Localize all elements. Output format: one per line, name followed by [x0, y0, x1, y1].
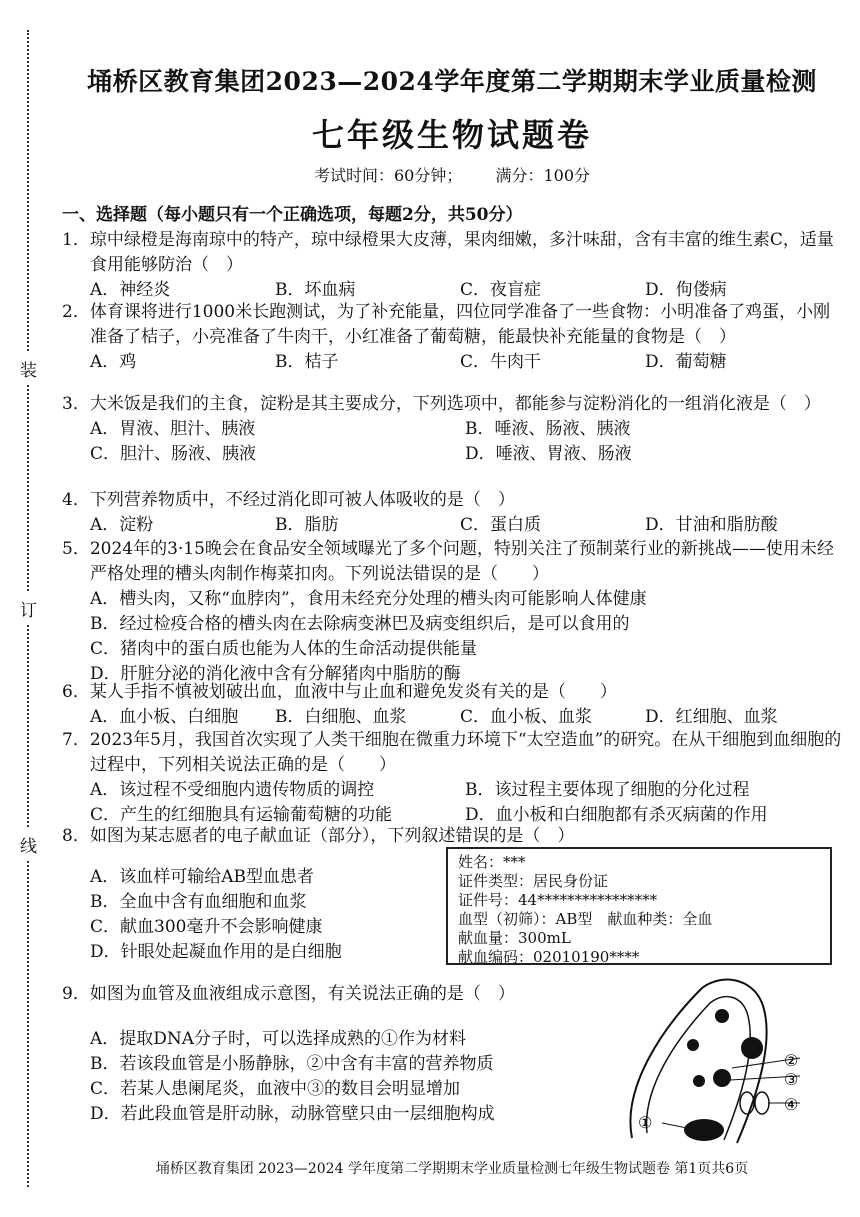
- binding-char-zhuang: 装: [20, 352, 37, 385]
- question-stem: 4．下列营养物质中，不经过消化即可被人体吸收的是（ ）: [62, 490, 515, 510]
- option-d: D．针眼处起凝血作用的是白细胞: [90, 942, 342, 962]
- question-stem: 7．2023年5月，我国首次实现了人类干细胞在微重力环境下“太空造血”的研究。在从干细胞到血细胞的过程中，下列相关说法正确的是（ ）: [62, 730, 842, 775]
- blood-cell: [715, 1009, 729, 1023]
- label-2: ②: [784, 1051, 799, 1070]
- binding-char-ding: 订: [20, 592, 37, 625]
- question-7: [62, 728, 842, 828]
- option-c: C．蛋白质: [460, 515, 542, 535]
- option-a: A．提取DNA分子时，可以选择成熟的①作为材料: [90, 1029, 467, 1049]
- option-a: A．该过程不受细胞内遗传物质的调控: [90, 780, 375, 800]
- exam-meta: [62, 163, 842, 186]
- exam-time: 考试时间：60分钟；: [313, 166, 463, 185]
- options: [62, 350, 842, 375]
- option-b: B．唾液、肠液、胰液: [465, 419, 631, 439]
- option-a: A．鸡: [90, 352, 137, 372]
- label-1: ①: [638, 1113, 653, 1132]
- option-a: A．槽头肉，又称“血脖肉”，食用未经充分处理的槽头肉可能影响人体健康: [90, 589, 647, 609]
- option-a: A．神经炎: [90, 280, 171, 300]
- option-c: C．献血300毫升不会影响健康: [90, 917, 323, 937]
- option-c: C．血小板、血浆: [460, 707, 593, 727]
- option-c: C．若某人患阑尾炎，血液中③的数目会明显增加: [90, 1079, 461, 1099]
- card-volume: 献血量：300mL: [458, 929, 571, 947]
- option-c: C．胆汁、肠液、胰液: [90, 444, 257, 464]
- option-b: B．若该段血管是小肠静脉，②中含有丰富的营养物质: [90, 1054, 494, 1074]
- question-stem: 1．琼中绿橙是海南琼中的特产，琼中绿橙果大皮薄，果肉细嫩，多汁味甜，含有丰富的维生素C，适量食用能够防治（ ）: [62, 230, 834, 275]
- option-a: A．该血样可输给AB型血患者: [90, 867, 315, 887]
- exam-subtitle: 七年级生物试题卷: [311, 116, 592, 154]
- blood-cell: [687, 1039, 699, 1051]
- options: [62, 513, 842, 538]
- question-stem: 2．体育课将进行1000米长跑测试，为了补充能量，四位同学准备了一些食物：小明准备了鸡蛋，小刚准备了桔子，小亮准备了牛肉干，小红准备了葡萄糖，能最快补充能量的食物是（ ）: [62, 302, 831, 347]
- option-c: C．猪肉中的蛋白质也能为人体的生命活动提供能量: [90, 639, 478, 659]
- label-3: ③: [784, 1070, 799, 1089]
- question-1: [62, 228, 842, 303]
- page-footer: 埇桥区教育集团 2023—2024 学年度第二学期期末学业质量检测七年级生物试题卷 第1页共6页: [155, 1161, 749, 1177]
- option-b: B．白细胞、血浆: [275, 707, 407, 727]
- blood-cell: [741, 1037, 763, 1059]
- option-d: D．唾液、胃液、肠液: [465, 444, 632, 464]
- exam-title: 埇桥区教育集团2023—2024学年度第二学期期末学业质量检测: [87, 67, 817, 96]
- option-d: D．佝偻病: [645, 280, 727, 300]
- card-id-type: 证件类型：居民身份证: [458, 872, 609, 890]
- options: [62, 778, 842, 828]
- white-blood-cell: [755, 1092, 769, 1114]
- question-stem: 9．如图为血管及血液组成示意图，有关说法正确的是（ ）: [62, 984, 515, 1004]
- option-d: D．肝脏分泌的消化液中含有分解猪肉中脂肪的酶: [90, 664, 461, 684]
- option-c: C．夜盲症: [460, 280, 542, 300]
- question-stem: 3．大米饭是我们的主食，淀粉是其主要成分，下列选项中，都能参与淀粉消化的一组消化液是（ ）: [62, 394, 821, 414]
- red-blood-cell: [684, 1119, 724, 1141]
- option-a: A．淀粉: [90, 515, 154, 535]
- question-stem: 6．某人手指不慎被划破出血，血液中与止血和避免发炎有关的是（ ）: [62, 682, 617, 702]
- exam-score: 满分：100分: [495, 166, 590, 185]
- blood-vessel-diagram: [562, 968, 802, 1148]
- option-d: D．甘油和脂肪酸: [645, 515, 778, 535]
- question-stem: 5．2024年的3·15晚会在食品安全领域曝光了多个问题，特别关注了预制菜行业的新挑战——使用未经严格处理的槽头肉制作梅菜扣肉。下列说法错误的是（ ）: [62, 539, 834, 584]
- blood-cell: [713, 1069, 731, 1087]
- question-stem: 8．如图为某志愿者的电子献血证（部分），下列叙述错误的是（ ）: [62, 826, 575, 846]
- option-a: A．血小板、白细胞: [90, 707, 239, 727]
- option-b: B．脂肪: [275, 515, 339, 535]
- card-blood-type: 血型（初筛）：AB型 献血种类：全血: [458, 910, 713, 928]
- question-2: [62, 300, 842, 375]
- card-code: 献血编码：02010190****: [458, 948, 640, 966]
- option-b: B．全血中含有血细胞和血浆: [90, 892, 307, 912]
- question-5: [62, 537, 842, 687]
- label-4: ④: [784, 1095, 799, 1114]
- vessel-inner-wall: [647, 997, 751, 1140]
- option-a: A．胃液、胆汁、胰液: [90, 419, 256, 439]
- option-c: C．牛肉干: [460, 352, 542, 372]
- section-heading: 一、选择题（每小题只有一个正确选项，每题2分，共50分）: [62, 205, 523, 225]
- blood-donation-card: [446, 847, 832, 965]
- option-b: B．桔子: [275, 352, 339, 372]
- blood-cell: [693, 1075, 705, 1087]
- option-b: B．该过程主要体现了细胞的分化过程: [465, 780, 750, 800]
- option-d: D．血小板和白细胞都有杀灭病菌的作用: [465, 805, 768, 825]
- binding-char-xian: 线: [20, 828, 37, 861]
- card-name: 姓名：***: [458, 853, 526, 871]
- options: [62, 417, 842, 467]
- option-d: D．若此段血管是肝动脉，动脉管壁只由一层细胞构成: [90, 1104, 495, 1124]
- card-id-number: 证件号：44****************: [458, 891, 658, 909]
- question-6: [62, 680, 842, 730]
- option-b: B．坏血病: [275, 280, 356, 300]
- options: [62, 705, 842, 730]
- option-b: B．经过检疫合格的槽头肉在去除病变淋巴及病变组织后，是可以食用的: [90, 614, 630, 634]
- question-4: [62, 488, 842, 538]
- option-d: D．红细胞、血浆: [645, 707, 778, 727]
- option-c: C．产生的红细胞具有运输葡萄糖的功能: [90, 805, 393, 825]
- option-d: D．葡萄糖: [645, 352, 727, 372]
- pointer-line: [662, 1123, 687, 1128]
- question-3: [62, 392, 842, 467]
